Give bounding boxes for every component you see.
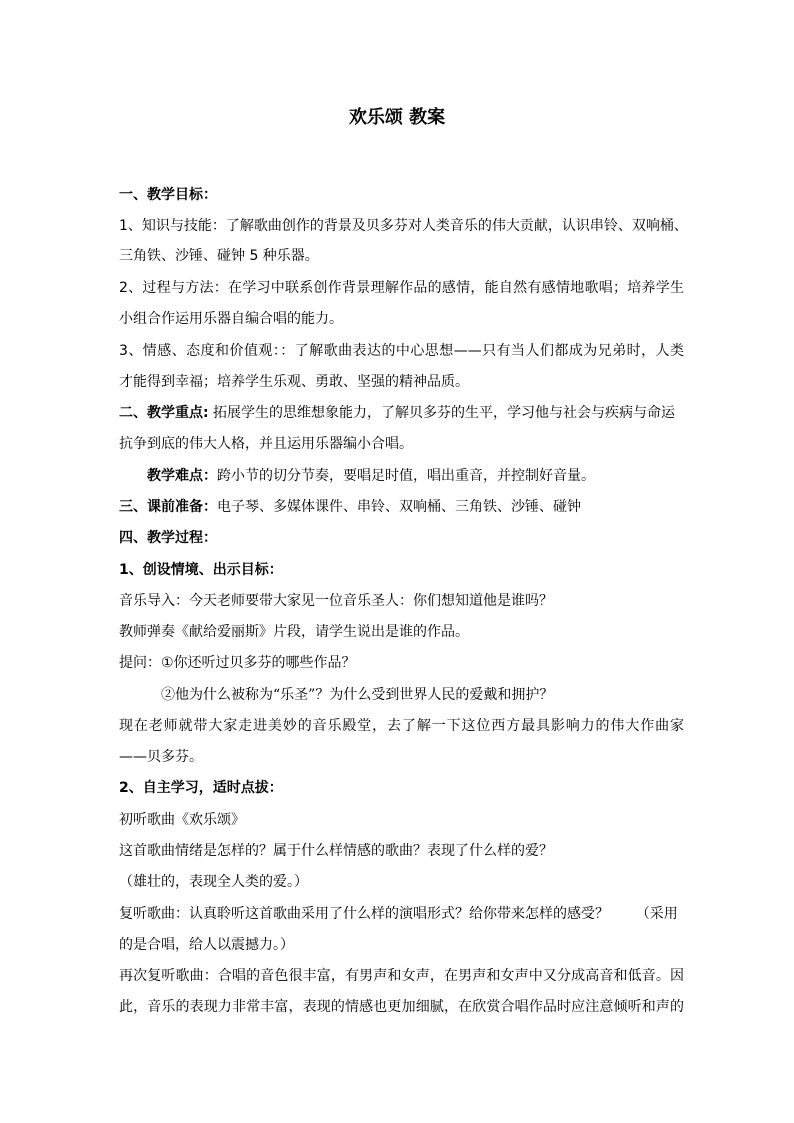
paragraph-line: 提问：①你还听过贝多芬的哪些作品？: [119, 655, 356, 671]
difficulty-label: 教学难点：: [147, 468, 217, 484]
section-text: 拓展学生的思维想象能力，了解贝多芬的生平，学习他与社会与疾病与命运: [208, 405, 676, 421]
paragraph-line: 复听歌曲：认真聆听这首歌曲采用了什么样的演唱形式？给你带来怎样的感受？ （采用: [119, 906, 678, 922]
paragraph-line: 此，音乐的表现力非常丰富，表现的情感也更加细腻，在欣赏合唱作品时应注意倾听和声的: [119, 999, 684, 1015]
section-label: 二、教学重点:: [119, 405, 209, 421]
paragraph-line: 这首歌曲情绪是怎样的？属于什么样情感的歌曲？表现了什么样的爱？: [119, 843, 553, 859]
paragraph-line: 现在老师就带大家走进美妙的音乐殿堂，去了解一下这位西方最具影响力的伟大作曲家: [119, 718, 684, 734]
paragraph-line: 1、知识与技能：了解歌曲创作的背景及贝多芬对人类音乐的伟大贡献，认识串铃、双响桶、: [119, 218, 688, 234]
difficulty-line: [147, 466, 712, 486]
paragraph-line: 的是合唱，给人以震撼力。）: [119, 937, 294, 953]
paragraph-line: ——贝多芬。: [119, 749, 203, 765]
paragraph-line: 再次复听歌曲：合唱的音色很丰富，有男声和女声，在男声和女声中又分成高音和低音。因: [119, 968, 684, 984]
paragraph-line: 抗争到底的伟大人格，并且运用乐器编小合唱。: [119, 436, 413, 452]
step-heading: 2、自主学习，适时点拔：: [119, 780, 283, 796]
section-key-points: [119, 403, 684, 423]
step-heading: 1、创设情境、出示目标：: [119, 562, 283, 578]
paragraph-line: ②他为什么被称为“乐圣”？为什么受到世界人民的爱戴和拥护？: [161, 687, 554, 703]
paragraph-line: 教师弹奏《献给爱丽斯》片段，请学生说出是谁的作品。: [119, 624, 469, 640]
section-label: 三、课前准备：: [119, 499, 217, 515]
paragraph-line: 2、过程与方法：在学习中联系创作背景理解作品的感情，能自然有感情地歌唱；培养学生: [119, 280, 684, 296]
paragraph-line: 小组合作运用乐器自编合唱的能力。: [119, 311, 343, 327]
section-text: 电子琴、多媒体课件、串铃、双响桶、三角铁、沙锤、碰钟: [217, 499, 581, 515]
section-heading-process: 四、教学过程：: [119, 530, 217, 546]
paragraph-line: 三角铁、沙锤、碰钟 5 种乐器。: [119, 248, 319, 264]
paragraph-line: 音乐导入：今天老师要带大家见一位音乐圣人：你们想知道他是谁吗？: [119, 593, 553, 609]
paragraph-line: （雄壮的，表现全人类的爱。）: [119, 874, 308, 890]
paragraph-line: 3、情感、态度和价值观：：了解歌曲表达的中心思想——只有当人们都成为兄弟时，人类: [119, 343, 684, 359]
section-preparation: [119, 497, 684, 517]
section-heading-goals: 一、教学目标：: [119, 187, 217, 203]
page-title: 欢乐颂 教案: [348, 107, 446, 128]
paragraph-line: 才能得到幸福；培养学生乐观、勇敢、坚强的精神品质。: [119, 374, 469, 390]
paragraph-line: 初听歌曲《欢乐颂》: [119, 812, 245, 828]
difficulty-text: 跨小节的切分节奏，要唱足时值，唱出重音，并控制好音量。: [217, 468, 595, 484]
